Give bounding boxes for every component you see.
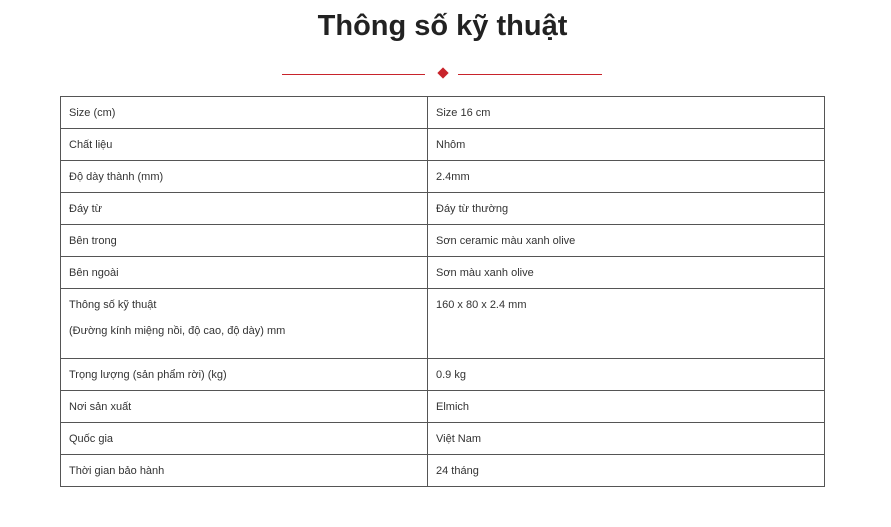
spec-value: 2.4mm bbox=[428, 161, 825, 193]
title-divider bbox=[282, 68, 602, 80]
diamond-icon bbox=[437, 67, 448, 78]
spec-label: Thời gian bảo hành bbox=[61, 455, 428, 487]
spec-label: Chất liệu bbox=[61, 129, 428, 161]
table-row bbox=[61, 391, 825, 423]
spec-label-detail: (Đường kính miệng nồi, độ cao, độ dày) mm bbox=[69, 325, 286, 337]
table-row bbox=[61, 97, 825, 129]
spec-label: Nơi sản xuất bbox=[61, 391, 428, 423]
table-row bbox=[61, 257, 825, 289]
spec-value: 0.9 kg bbox=[428, 359, 825, 391]
spec-value: Elmich bbox=[428, 391, 825, 423]
spec-label: Bên trong bbox=[61, 225, 428, 257]
table-row bbox=[61, 423, 825, 455]
spec-value: Sơn ceramic màu xanh olive bbox=[428, 225, 825, 257]
table-row bbox=[61, 225, 825, 257]
spec-value: Size 16 cm bbox=[428, 97, 825, 129]
table-row bbox=[61, 455, 825, 487]
spec-label: Thông số kỹ thuật bbox=[69, 299, 157, 311]
spec-value: Đáy từ thường bbox=[428, 193, 825, 225]
spec-label: Trọng lượng (sản phẩm rời) (kg) bbox=[61, 359, 428, 391]
table-row bbox=[61, 161, 825, 193]
spec-label-cell bbox=[61, 289, 428, 359]
spec-label: Size (cm) bbox=[61, 97, 428, 129]
table-row bbox=[61, 193, 825, 225]
spec-value: Việt Nam bbox=[428, 423, 825, 455]
table-row bbox=[61, 289, 825, 359]
table-row bbox=[61, 359, 825, 391]
divider-line-left bbox=[282, 74, 425, 75]
divider-line-right bbox=[458, 74, 602, 75]
page-title: Thông số kỹ thuật bbox=[317, 10, 568, 42]
spec-value: 160 x 80 x 2.4 mm bbox=[428, 289, 825, 359]
spec-value: Sơn màu xanh olive bbox=[428, 257, 825, 289]
spec-value: 24 tháng bbox=[428, 455, 825, 487]
spec-label: Quốc gia bbox=[61, 423, 428, 455]
spec-label: Đáy từ bbox=[61, 193, 428, 225]
spec-value: Nhôm bbox=[428, 129, 825, 161]
spec-table bbox=[60, 96, 825, 487]
spec-label: Độ dày thành (mm) bbox=[61, 161, 428, 193]
table-row bbox=[61, 129, 825, 161]
spec-label: Bên ngoài bbox=[61, 257, 428, 289]
